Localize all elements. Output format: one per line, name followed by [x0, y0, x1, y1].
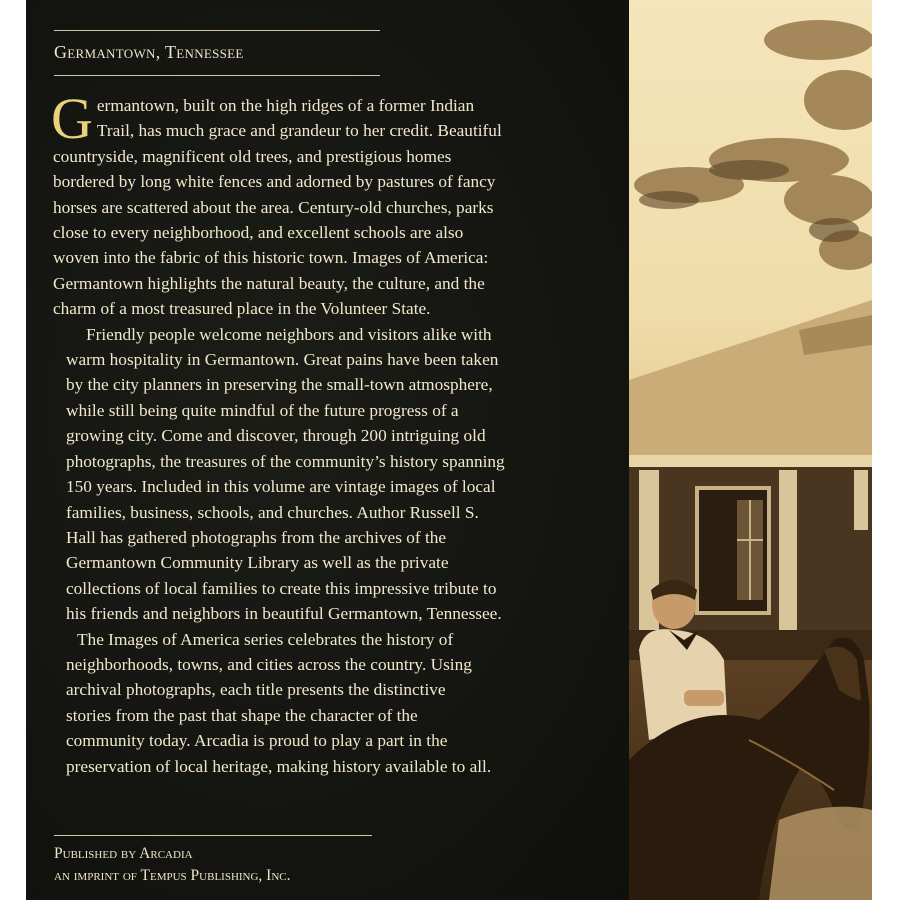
text-line: bordered by long white fences and adorned by pastures of fancy	[53, 172, 496, 192]
paragraph-1	[51, 86, 573, 322]
text-line: Trail, has much grace and grandeur to her credit. Beautiful	[96, 121, 502, 141]
imprint-rule	[54, 835, 372, 836]
text-line: ermantown, built on the high ridges of a former Indian	[96, 96, 475, 115]
text-line: The Images of America series celebrates the history of	[77, 629, 454, 649]
body-text	[51, 86, 573, 779]
text-line: growing city. Come and discover, through 200 intriguing old	[66, 426, 486, 446]
imprint-line-tempus: an imprint of Tempus Publishing, Inc.	[54, 867, 291, 884]
text-line: Germantown Community Library as well as the private	[66, 553, 449, 573]
text-panel	[26, 0, 629, 900]
text-line: Friendly people welcome neighbors and visitors alike with	[86, 324, 492, 344]
drop-cap: G	[51, 86, 93, 151]
text-line: charm of a most treasured place in the Volunteer State.	[53, 299, 431, 319]
text-line: countryside, magnificent old trees, and prestigious homes	[53, 146, 452, 166]
text-line: collections of local families to create this impressive tribute to	[66, 578, 497, 598]
text-line: preservation of local heritage, making history available to all.	[66, 756, 492, 776]
imprint-line-publisher: Published by Arcadia	[54, 845, 193, 862]
text-line: Germantown highlights the natural beauty, the culture, and the	[53, 273, 485, 293]
text-line: by the city planners in preserving the small-town atmosphere,	[66, 375, 493, 395]
text-line: warm hospitality in Germantown. Great pains have been taken	[66, 350, 499, 370]
text-line: 150 years. Included in this volume are vintage images of local	[66, 477, 496, 497]
text-line: families, business, schools, and churches. Author Russell S.	[66, 502, 479, 522]
text-line: community today. Arcadia is proud to play a part in the	[66, 731, 448, 751]
text-line: neighborhoods, towns, and cities across the country. Using	[66, 654, 472, 674]
text-line: Hall has gathered photographs from the archives of the	[66, 527, 447, 547]
top-rule	[54, 30, 380, 31]
text-line: photographs, the treasures of the community’s history spanning	[66, 451, 505, 471]
text-line: his friends and neighbors in beautiful Germantown, Tennessee.	[66, 604, 502, 624]
text-line: woven into the fabric of this historic town. Images of America:	[53, 248, 489, 268]
text-line: close to every neighborhood, and excellent schools are also	[53, 223, 464, 243]
sepia-photo-boy-on-horse-icon	[629, 0, 872, 900]
imprint	[54, 843, 291, 887]
paragraph-2	[53, 322, 573, 627]
text-line: while still being quite mindful of the future progress of a	[66, 400, 459, 420]
heading-underline	[54, 75, 380, 76]
text-line: horses are scattered about the area. Century-old churches, parks	[53, 197, 494, 217]
paragraph-3	[53, 627, 573, 779]
heading: Germantown, Tennessee	[54, 42, 244, 62]
text-line: archival photographs, each title presents the distinctive	[66, 680, 446, 700]
text-line: stories from the past that shape the character of the	[66, 705, 418, 725]
